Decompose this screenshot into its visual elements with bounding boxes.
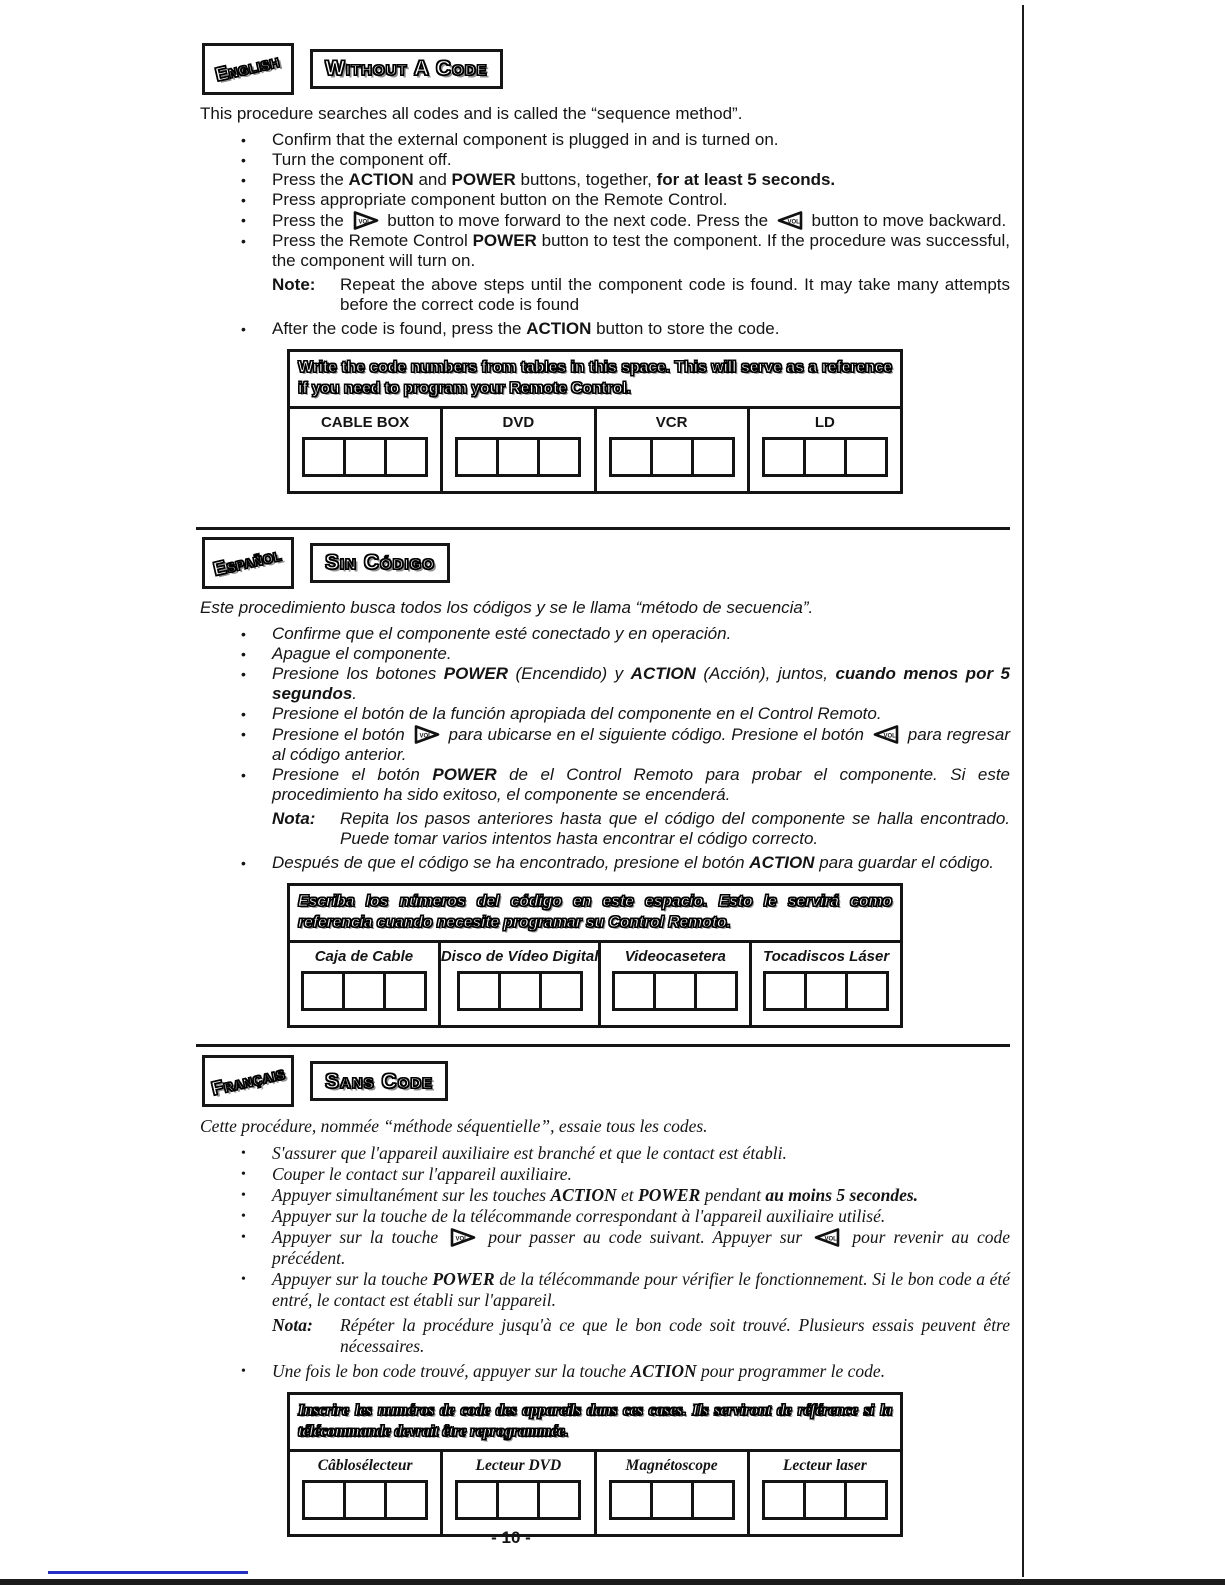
text-run: Couper le contact sur l'appareil auxiliaire.: [272, 1164, 572, 1184]
code-cell: [542, 971, 583, 1011]
bullet-text: [272, 1143, 1012, 1164]
code-column: [594, 1452, 747, 1534]
code-column-label: Tocadiscos Láser: [763, 948, 890, 965]
bullet-text: [272, 1206, 1012, 1227]
text-run: Répéter la procédure jusqu'à ce que le bon code soit trouvé. Plusieurs essais peuvent être nécessaires.: [340, 1315, 1010, 1356]
bullet-text: [272, 1164, 1012, 1185]
badge-row: [202, 1056, 1012, 1106]
bullet-text: [272, 724, 1012, 765]
code-cell: [612, 971, 656, 1011]
section-divider: [196, 1044, 1010, 1047]
text-run: Appuyer sur la touche: [272, 1269, 433, 1289]
code-cell: [847, 1480, 888, 1520]
code-table: [290, 1452, 900, 1534]
language-badge-english: [202, 43, 294, 95]
vol-forward-icon: [352, 210, 380, 231]
section-french: [200, 1056, 1012, 1537]
svg-text:VOL: VOL: [883, 733, 896, 740]
title-badge-label: Sans Code: [325, 1069, 434, 1093]
text-run: para ubicarse en el siguiente código. Presione el botón: [443, 725, 869, 744]
code-column-label: Caja de Cable: [314, 948, 414, 965]
text-run: Confirme que el componente esté conectado y en operación.: [272, 624, 732, 643]
code-column-label: Videocasetera: [624, 948, 726, 965]
code-cell: [501, 971, 542, 1011]
code-cell: [386, 971, 427, 1011]
text-run: Turn the component off.: [272, 150, 452, 169]
bullet-text: [272, 1227, 1012, 1269]
text-run: Press the: [272, 211, 349, 230]
note-item: [200, 809, 1012, 849]
text-run: Apague el componente.: [272, 644, 452, 663]
code-column: [749, 943, 900, 1025]
bold-text: POWER: [638, 1185, 701, 1205]
vol-back-icon: [776, 210, 804, 231]
code-column: [440, 1452, 593, 1534]
text-run: Presione el botón: [272, 725, 410, 744]
code-cell: [609, 437, 653, 477]
code-cell: [387, 1480, 428, 1520]
code-cell: [540, 437, 581, 477]
text-run: de el Control Remoto para probar el componente. Si este procedimiento ha sido exitoso, el componente se encenderá.: [272, 765, 1010, 804]
reference-box-heading: Escriba los números del código en este espacio. Esto le servirá como referencia cuando necesite programar su Control Remoto.: [290, 886, 900, 943]
note-item: [200, 275, 1012, 315]
text-run: et: [616, 1185, 639, 1205]
bullet-marker: •: [241, 132, 246, 148]
code-table: [290, 409, 900, 491]
bullet-marker: •: [241, 1146, 246, 1161]
text-run: Appuyer sur la touche: [272, 1227, 447, 1247]
instruction-list: [200, 130, 1012, 339]
text-run: Une fois le bon code trouvé, appuyer sur la touche: [272, 1361, 631, 1381]
bullet-marker: •: [241, 172, 246, 188]
code-column: [438, 943, 599, 1025]
code-cell-group: [762, 437, 888, 477]
svg-text:VOL: VOL: [824, 1236, 838, 1243]
bullet-item: [200, 319, 1012, 339]
bullet-item: [200, 724, 1012, 765]
bold-text: ACTION: [348, 170, 414, 189]
text-run: and: [413, 170, 452, 189]
code-cell: [847, 437, 888, 477]
text-run: Repeat the above steps until the component code is found. It may take many attempts before the correct code is found: [340, 275, 1010, 314]
bullet-text: [272, 765, 1012, 805]
text-run: (Acción), juntos,: [695, 664, 836, 683]
code-column: [747, 1452, 900, 1534]
text-run: pour revenir au code précédent.: [272, 1227, 1010, 1268]
code-cell: [301, 971, 345, 1011]
text-run: Presione el botón de la función apropiada del componente en el Control Remoto.: [272, 704, 882, 723]
text-run: Press appropriate component button on the Remote Control.: [272, 190, 728, 209]
text-run: (Encendido) y: [508, 664, 631, 683]
text-run: After the code is found, press the: [272, 319, 527, 338]
code-column: [290, 1452, 440, 1534]
reference-box-heading: Inscrire les numéros de code des appareils dans ces cases. Ils serviront de référence si la télécommande devrait être reprogrammée.: [290, 1395, 900, 1452]
code-column: [290, 409, 440, 491]
note-text: [340, 275, 1012, 315]
intro-text: This procedure searches all codes and is called the “sequence method”.: [200, 104, 743, 123]
bold-text: ACTION: [749, 853, 815, 872]
text-run: Appuyer simultanément sur les touches: [272, 1185, 551, 1205]
code-column-label: Câblosélecteur: [317, 1457, 413, 1474]
bold-text: ACTION: [630, 1361, 697, 1381]
text-run: pour programmer le code.: [696, 1361, 886, 1381]
bullet-marker: •: [241, 767, 246, 783]
bullet-marker: •: [241, 855, 246, 871]
svg-text:VOL: VOL: [787, 219, 800, 226]
bullet-item: [200, 664, 1012, 704]
bullet-text: [272, 150, 1012, 170]
code-cell-group: [609, 1480, 735, 1520]
section-divider: [196, 527, 1010, 530]
code-column-label: Lecteur DVD: [475, 1457, 562, 1474]
code-column-label: CABLE BOX: [320, 414, 410, 431]
code-cell: [387, 437, 428, 477]
code-cell-group: [763, 971, 889, 1011]
code-cell: [540, 1480, 581, 1520]
bullet-text: [272, 853, 1012, 873]
code-column-label: Lecteur laser: [782, 1457, 867, 1474]
code-cell: [455, 1480, 499, 1520]
title-badge-label: Sin Código: [325, 551, 436, 574]
bold-text: cuando menos por 5 segundos: [272, 664, 1011, 703]
code-column: [440, 409, 593, 491]
bullet-item: [200, 1227, 1012, 1269]
reference-box-french: [287, 1392, 903, 1537]
bullet-item: [200, 853, 1012, 873]
bold-text: POWER: [432, 765, 497, 784]
code-cell: [653, 437, 694, 477]
bullet-marker: •: [241, 192, 246, 208]
title-badge-spanish: [310, 543, 450, 583]
bullet-marker: •: [241, 321, 246, 337]
bold-text: POWER: [451, 170, 516, 189]
code-cell: [807, 971, 848, 1011]
bold-text: for at least 5 seconds.: [656, 170, 836, 189]
text-run: .: [352, 684, 358, 703]
code-column-label: DVD: [502, 414, 535, 431]
intro-text: Este procedimiento busca todos los códigos y se le llama “método de secuencia”.: [200, 598, 814, 617]
code-cell-group: [762, 1480, 888, 1520]
bullet-item: [200, 1361, 1012, 1382]
bullet-item: [200, 765, 1012, 805]
bullet-item: [200, 231, 1012, 271]
language-badge-label: Español: [211, 544, 285, 581]
code-cell: [763, 971, 807, 1011]
reference-box-english: [287, 349, 903, 494]
code-column-label: Disco de Vídeo Digital: [440, 948, 599, 965]
code-cell: [346, 437, 387, 477]
code-cell-group: [302, 437, 428, 477]
code-cell: [806, 1480, 847, 1520]
code-column: [747, 409, 900, 491]
code-column-label: VCR: [655, 414, 688, 431]
bullet-text: [272, 1361, 1012, 1382]
bold-text: POWER: [443, 664, 509, 683]
bullet-marker: •: [241, 152, 246, 168]
bullet-marker: •: [241, 1230, 246, 1245]
language-badge-label: English: [213, 50, 283, 87]
text-run: button to move forward to the next code. Press the: [382, 211, 773, 230]
bullet-item: [200, 150, 1012, 170]
bullet-text: [272, 1185, 1012, 1206]
code-cell: [848, 971, 889, 1011]
code-cell: [609, 1480, 653, 1520]
note-label: Note:: [272, 275, 316, 294]
bullet-text: [272, 210, 1012, 231]
bullet-marker: •: [241, 233, 246, 249]
text-run: buttons, together,: [515, 170, 657, 189]
text-run: Press the Remote Control: [272, 231, 473, 250]
text-run: Después de que el código se ha encontrado, presione el botón: [272, 853, 750, 872]
bullet-item: [200, 704, 1012, 724]
text-run: Confirm that the external component is plugged in and is turned on.: [272, 130, 779, 149]
code-column: [598, 943, 749, 1025]
bullet-marker: •: [241, 1188, 246, 1203]
svg-text:VOL: VOL: [419, 733, 432, 740]
text-run: pendant: [700, 1185, 766, 1205]
text-run: para regresar al código anterior.: [272, 725, 1011, 764]
bullet-item: [200, 1164, 1012, 1185]
bullet-text: [272, 664, 1012, 704]
code-cell-group: [457, 971, 583, 1011]
language-badge-spanish: [202, 537, 294, 589]
text-run: button to move backward.: [806, 211, 1007, 230]
vol-back-icon: [813, 1227, 841, 1248]
bullet-marker: •: [241, 626, 246, 642]
instruction-list: [200, 1143, 1012, 1382]
bullet-marker: •: [241, 726, 246, 742]
code-column-label: Magnétoscope: [625, 1457, 718, 1474]
bullet-marker: •: [241, 666, 246, 682]
text-run: Repita los pasos anteriores hasta que el código del componente se halla encontrado. Puede tomar varios intentos hasta encontrar el código correcto.: [340, 809, 1010, 848]
bullet-marker: •: [241, 1167, 246, 1182]
language-badge-label: Français: [209, 1062, 287, 1100]
title-badge-french: [310, 1061, 448, 1101]
bullet-marker: •: [241, 646, 246, 662]
badge-row: [202, 44, 1012, 94]
bullet-item: [200, 170, 1012, 190]
bullet-item: [200, 130, 1012, 150]
reference-box-heading: Write the code numbers from tables in this space. This will serve as a reference if you need to program your Remote Control.: [290, 352, 900, 409]
text-run: para guardar el código.: [814, 853, 995, 872]
bullet-text: [272, 190, 1012, 210]
bullet-item: [200, 1206, 1012, 1227]
svg-text:VOL: VOL: [455, 1236, 469, 1243]
text-run: Press the: [272, 170, 349, 189]
code-cell: [656, 971, 697, 1011]
bullet-text: [272, 1269, 1012, 1311]
bullet-marker: •: [241, 212, 246, 228]
bullet-item: [200, 1143, 1012, 1164]
code-table: [290, 943, 900, 1025]
code-column-label: LD: [814, 414, 835, 431]
code-cell-group: [612, 971, 738, 1011]
bullet-item: [200, 1269, 1012, 1311]
code-cell: [457, 971, 501, 1011]
code-cell: [346, 1480, 387, 1520]
bullet-text: [272, 170, 1012, 190]
page-edge-line: [1022, 5, 1024, 1577]
bullet-marker: •: [241, 1364, 246, 1379]
bullet-text: [272, 231, 1012, 271]
vol-forward-icon: [413, 724, 441, 745]
text-run: button to test the component. If the procedure was successful, the component will turn on.: [272, 231, 1010, 270]
code-cell: [455, 437, 499, 477]
bullet-item: [200, 190, 1012, 210]
code-cell-group: [301, 971, 427, 1011]
code-cell: [806, 437, 847, 477]
bold-text: au moins 5 secondes.: [765, 1185, 919, 1205]
text-run: S'assurer que l'appareil auxiliaire est branché et que le contact est établi.: [272, 1143, 787, 1163]
bold-text: POWER: [472, 231, 537, 250]
code-cell-group: [455, 437, 581, 477]
code-cell-group: [302, 1480, 428, 1520]
code-cell: [762, 1480, 806, 1520]
title-badge-label: Without A Code: [325, 57, 488, 80]
code-cell: [653, 1480, 694, 1520]
code-cell: [345, 971, 386, 1011]
bullet-text: [272, 624, 1012, 644]
bold-text: ACTION: [630, 664, 696, 683]
code-cell: [694, 1480, 735, 1520]
vol-back-icon: [872, 724, 900, 745]
note-item: [200, 1315, 1012, 1357]
bold-text: POWER: [432, 1269, 495, 1289]
svg-text:VOL: VOL: [358, 219, 371, 226]
scan-bottom-edge: [0, 1579, 1225, 1585]
reference-box-spanish: [287, 883, 903, 1028]
bullet-item: [200, 624, 1012, 644]
code-cell: [694, 437, 735, 477]
code-cell: [499, 1480, 540, 1520]
section-spanish: [200, 538, 1012, 1028]
bullet-text: [272, 319, 1012, 339]
bullet-item: [200, 210, 1012, 231]
bullet-text: [272, 704, 1012, 724]
note-text: [340, 1315, 1012, 1357]
bullet-text: [272, 644, 1012, 664]
vol-forward-icon: [449, 1227, 477, 1248]
text-run: Presione el botón: [272, 765, 433, 784]
text-run: de la télécommande pour vérifier le fonctionnement. Si le bon code a été entré, le contact est établi sur l'appareil.: [272, 1269, 1010, 1310]
bullet-item: [200, 644, 1012, 664]
note-label: Nota:: [272, 1315, 313, 1335]
bullet-marker: •: [241, 706, 246, 722]
code-cell: [302, 437, 346, 477]
code-cell-group: [455, 1480, 581, 1520]
text-run: Appuyer sur la touche de la télécommande correspondant à l'appareil auxiliaire utilisé.: [272, 1206, 886, 1226]
bold-text: ACTION: [550, 1185, 617, 1205]
bullet-text: [272, 130, 1012, 150]
title-badge-english: [310, 49, 503, 89]
code-column: [290, 943, 438, 1025]
bullet-marker: •: [241, 1209, 246, 1224]
bullet-item: [200, 1185, 1012, 1206]
note-text: [340, 809, 1012, 849]
scan-artifact-line: [48, 1571, 248, 1574]
code-cell-group: [609, 437, 735, 477]
language-badge-french: [202, 1055, 294, 1107]
code-cell: [499, 437, 540, 477]
bold-text: ACTION: [526, 319, 592, 338]
code-cell: [697, 971, 738, 1011]
code-cell: [762, 437, 806, 477]
text-run: Presione los botones: [272, 664, 444, 683]
bullet-marker: •: [241, 1272, 246, 1287]
badge-row: [202, 538, 1012, 588]
intro-text: Cette procédure, nommée “méthode séquentielle”, essaie tous les codes.: [200, 1116, 708, 1136]
text-run: button to store the code.: [591, 319, 780, 338]
code-cell: [302, 1480, 346, 1520]
note-label: Nota:: [272, 809, 316, 828]
text-run: pour passer au code suivant. Appuyer sur: [480, 1227, 811, 1247]
section-english: [200, 44, 1012, 494]
code-column: [594, 409, 747, 491]
instruction-list: [200, 624, 1012, 873]
page-number: - 10 -: [491, 1528, 531, 1547]
